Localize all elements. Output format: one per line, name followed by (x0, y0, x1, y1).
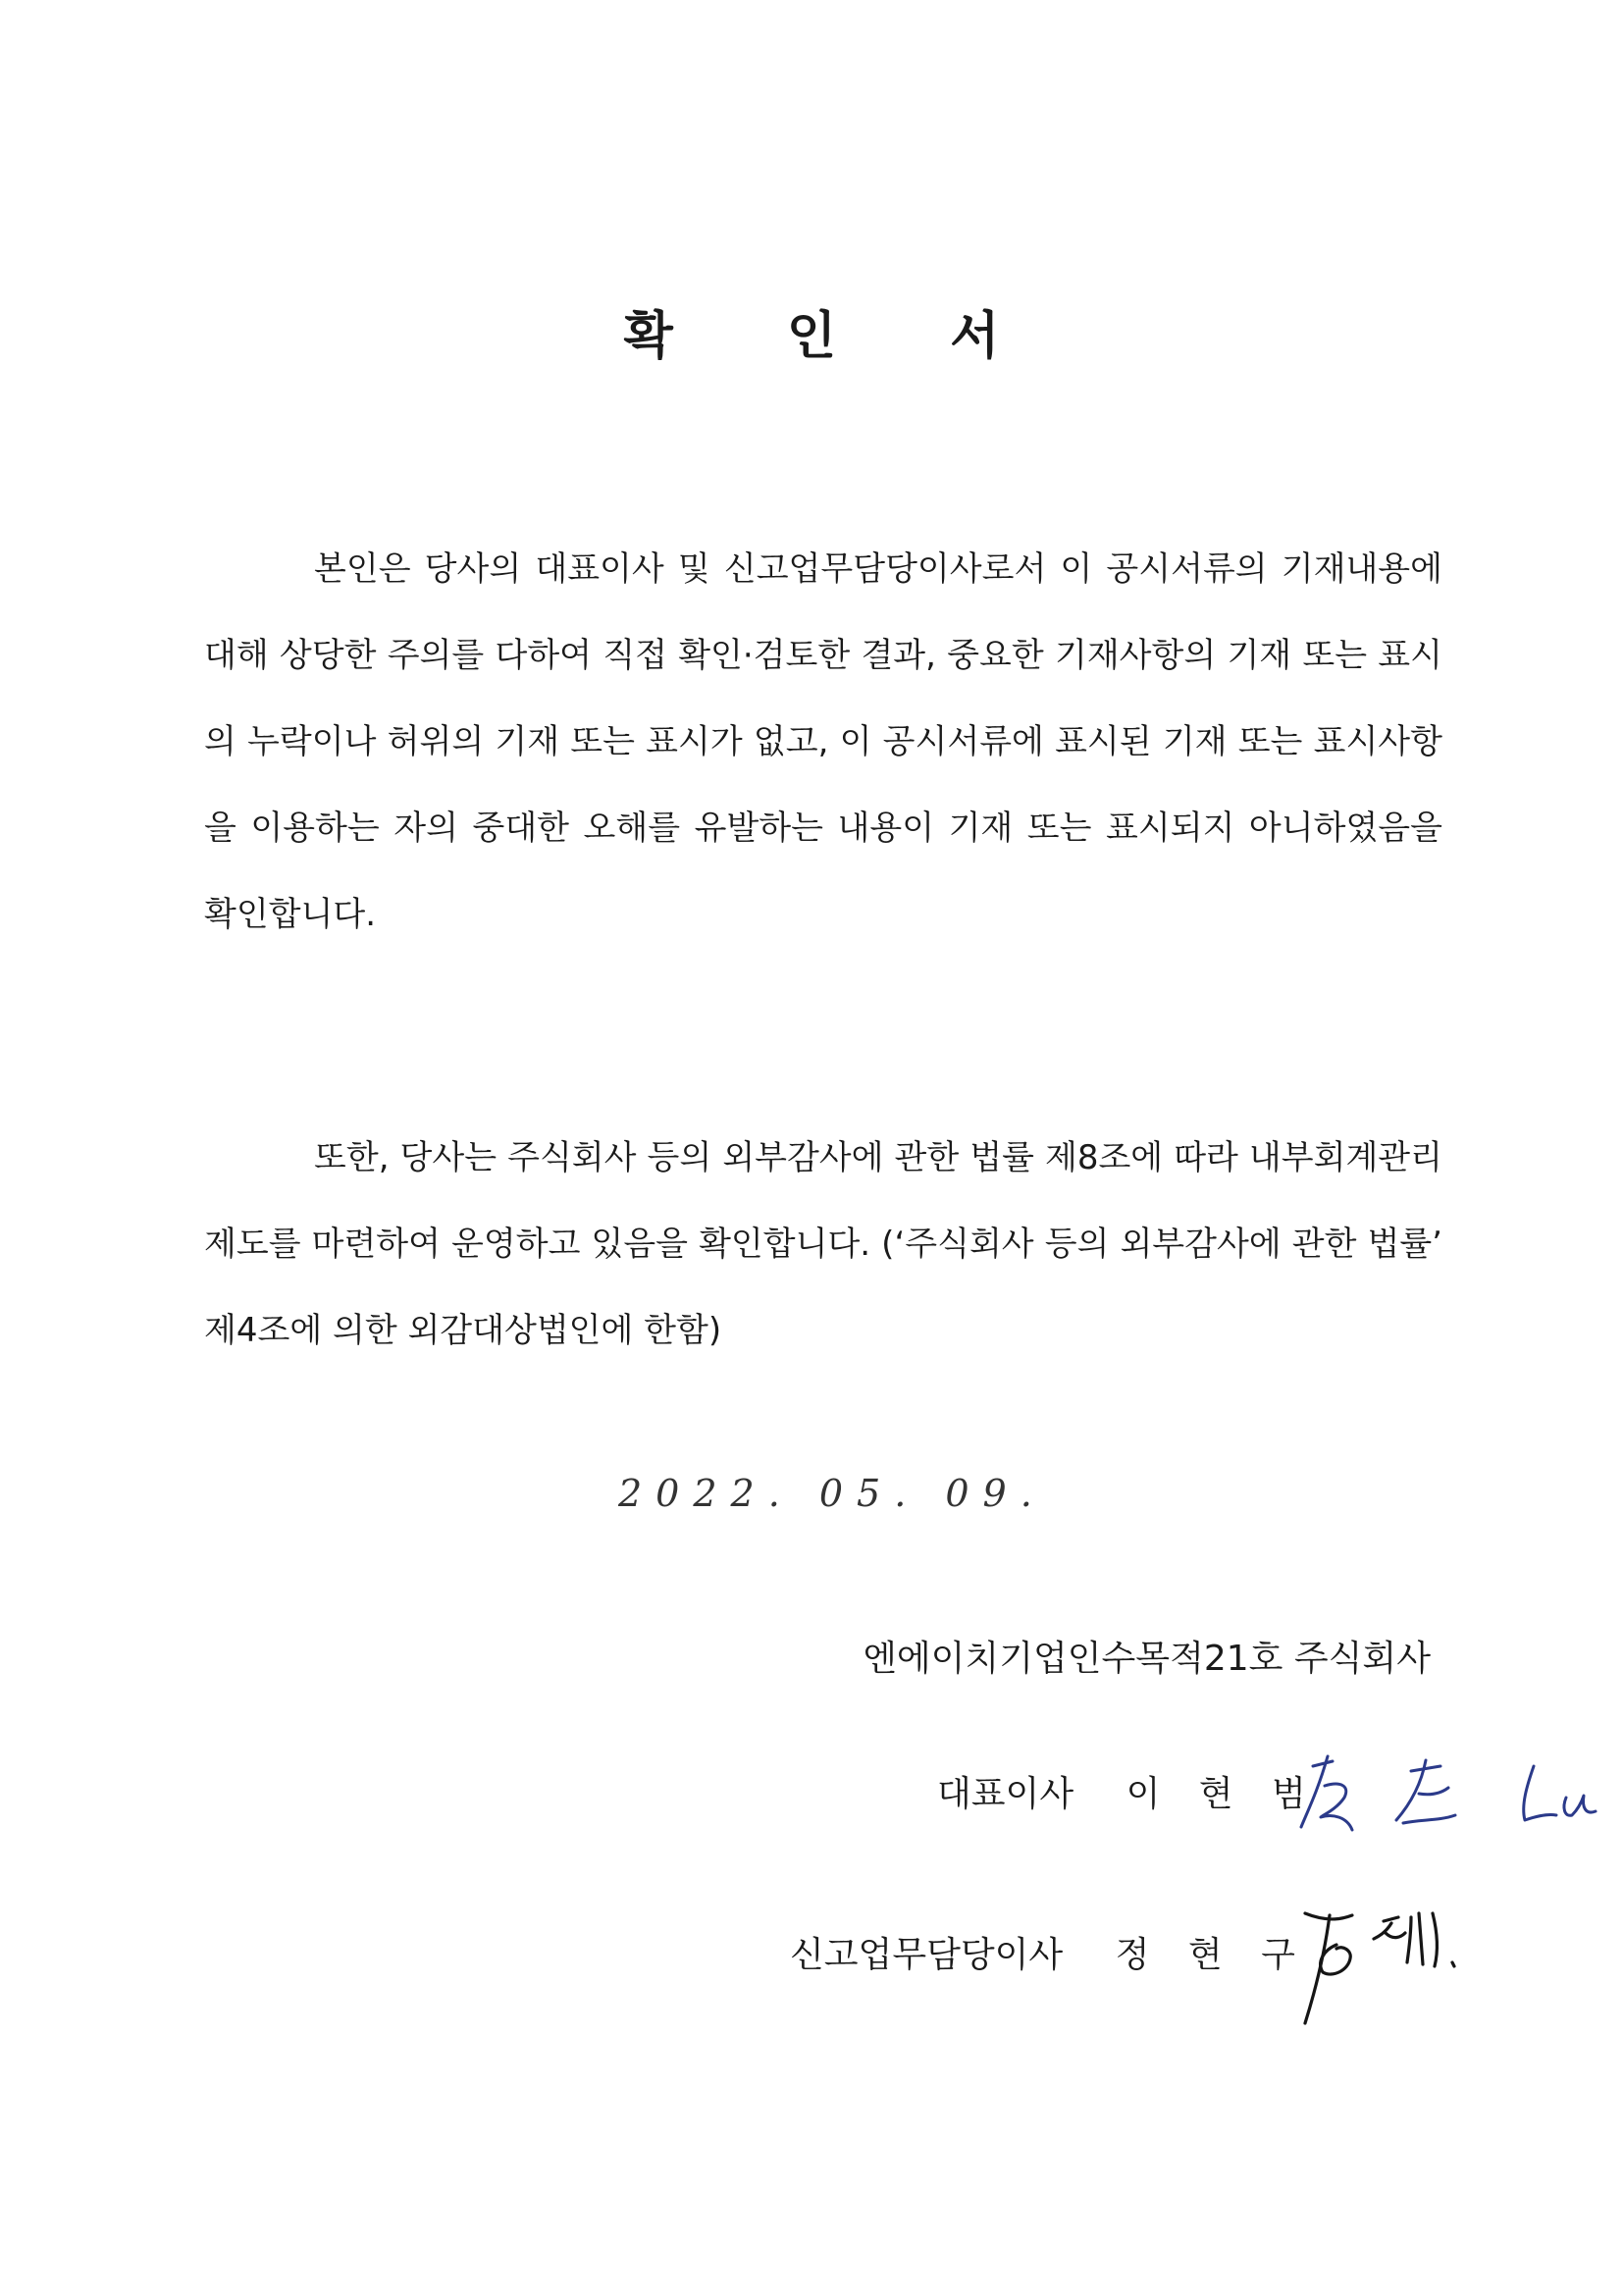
title-char: 확 (623, 307, 673, 366)
handwritten-date: 2022. 05. 09. (618, 1472, 1046, 1515)
signatory-disclosure-officer (790, 1927, 1309, 1977)
signatory-name-char: 현 (1187, 1935, 1223, 1975)
signatory-name-char: 범 (1272, 1774, 1306, 1814)
disclosure-officer-signature (1276, 1894, 1492, 2031)
title-char: 서 (950, 307, 1000, 366)
signatory-name-char: 정 (1115, 1935, 1150, 1975)
signatory-name-char: 현 (1198, 1774, 1233, 1814)
company-name: 엔에이치기업인수목적21호 주식회사 (863, 1639, 1431, 1679)
internal-control-paragraph: 또한, 당사는 주식회사 등의 외부감사에 관한 법률 제8조에 따라 내부회계관리제도를 마련하여 운영하고 있음을 확인합니다. (‘주식회사 등의 외부감사에 관한 법률’ 제4조에 의한 외감대상법인에 한함) (204, 1138, 1442, 1350)
signatory-name-char: 구 (1261, 1935, 1295, 1975)
signatory-ceo (937, 1766, 1320, 1816)
signatory-name-char: 이 (1126, 1774, 1161, 1814)
signatory-role: 대표이사 (937, 1774, 1074, 1814)
ceo-signature (1293, 1737, 1617, 1845)
confirmation-paragraph: 본인은 당사의 대표이사 및 신고업무담당이사로서 이 공시서류의 기재내용에 대해 상당한 주의를 다하여 직접 확인·검토한 결과, 중요한 기재사항의 기재 또는 표시의 누락이나 허위의 기재 또는 표시가 없고, 이 공시서류에 표시된 기재 또는 표시사항을 이용하는 자의 중대한 오해를 유발하는 내용이 기재 또는 표시되지 아니하였음을 확인합니다. (204, 549, 1442, 934)
title-char: 인 (786, 307, 837, 366)
signatory-role: 신고업무담당이사 (790, 1935, 1064, 1975)
document-title (0, 294, 1623, 368)
